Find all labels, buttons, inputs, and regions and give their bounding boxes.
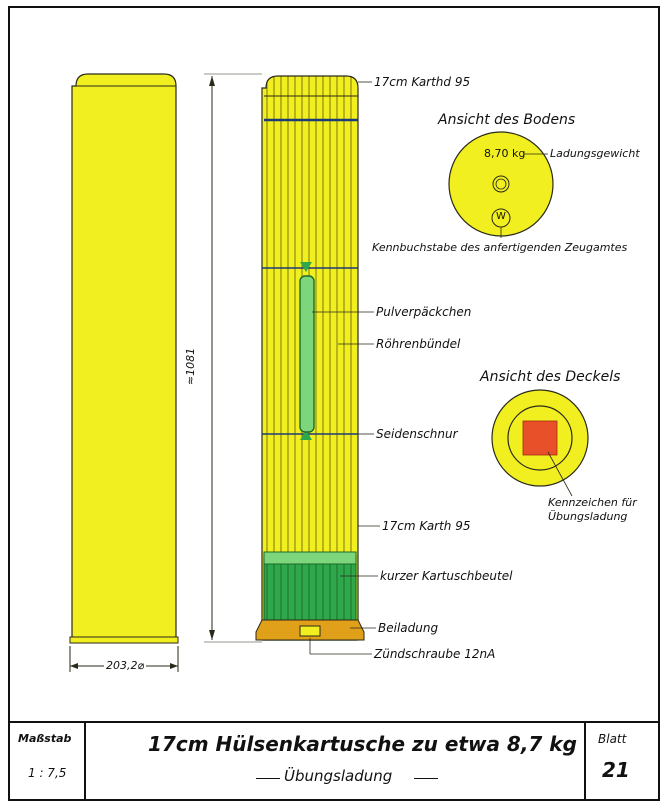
case-section-view — [256, 76, 364, 640]
label-kurzer-kartuschbeutel: kurzer Kartuschbeutel — [380, 569, 513, 583]
label-seidenschnur: Seidenschnur — [376, 427, 458, 441]
label-pulverpaeckchen: Pulverpäckchen — [376, 305, 472, 319]
base-mark-label: Kennbuchstabe des anfertigenden Zeugamtes — [372, 241, 628, 254]
lid-mark-label-line2: Übungsladung — [548, 510, 628, 523]
length-dimension-line — [204, 74, 262, 642]
scale-label: Maßstab — [18, 732, 72, 745]
drawing-title: 17cm Hülsenkartusche zu etwa 8,7 kg — [148, 732, 577, 756]
lid-view-title: Ansicht des Deckels — [480, 369, 621, 385]
length-dimension-label: ≈1081 — [184, 347, 198, 386]
lid-view-disc — [492, 390, 588, 496]
base-weight-label: Ladungsgewicht — [550, 147, 640, 160]
sheet-label: Blatt — [598, 732, 627, 746]
subtitle-dash-left — [256, 778, 280, 779]
label-karthd: 17cm Karthd 95 — [374, 75, 471, 89]
subtitle-dash-right — [414, 778, 438, 779]
label-zuendschraube: Zündschraube 12nA — [374, 647, 496, 661]
diameter-dimension-label: 203,2⌀ — [106, 659, 145, 672]
label-roehrenbuendel: Röhrenbündel — [376, 337, 461, 351]
base-mark-letter: W — [496, 211, 506, 222]
drawing-subtitle: Übungsladung — [284, 767, 393, 785]
scale-value: 1 : 7,5 — [28, 766, 67, 780]
lid-mark-label-line1: Kennzeichen für — [548, 496, 637, 509]
label-beiladung: Beiladung — [378, 621, 439, 635]
case-exterior-view — [70, 74, 178, 643]
sheet-number: 21 — [602, 758, 630, 782]
label-karth: 17cm Karth 95 — [382, 519, 471, 533]
base-view-title: Ansicht des Bodens — [438, 112, 576, 128]
base-weight-value: 8,70 kg — [484, 147, 526, 160]
